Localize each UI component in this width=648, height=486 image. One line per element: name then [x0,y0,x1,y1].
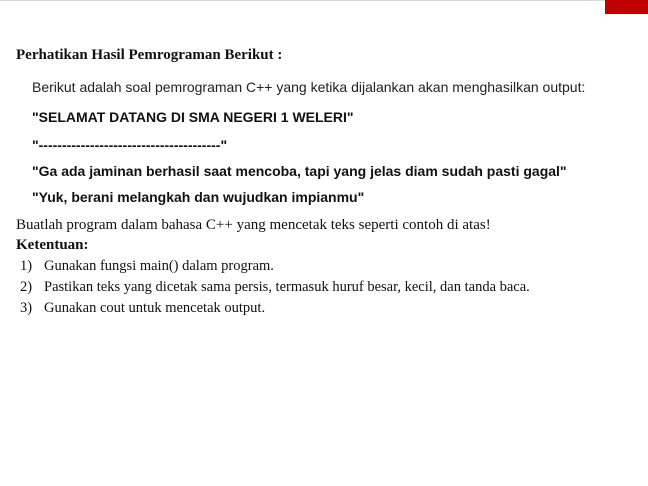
document-body [16,45,636,319]
corner-accent-block [605,0,648,14]
list-item-text: Gunakan cout untuk mencetak output. [44,300,266,316]
list-item [20,277,636,298]
list-item-text: Pastikan teks yang dicetak sama persis, termasuk huruf besar, kecil, dan tanda baca. [44,279,530,295]
intro-text: Berikut adalah soal pemrograman C++ yang ketika dijalankan akan menghasilkan output: [32,79,586,95]
top-border-line [0,0,648,1]
list-item-number: 3) [20,300,33,316]
list-item-number: 2) [20,279,33,295]
output-line-3: "Ga ada jaminan berhasil saat mencoba, tapi yang jelas diam sudah pasti gagal" [32,163,567,179]
rules-title: Ketentuan: [16,237,89,253]
output-line-2: "---------------------------------------" [32,137,228,153]
rules-list [16,256,636,319]
output-line-1: "SELAMAT DATANG DI SMA NEGERI 1 WELERI" [32,109,354,125]
task-instruction: Buatlah program dalam bahasa C++ yang mencetak teks seperti contoh di atas! [16,217,491,233]
list-item-number: 1) [20,258,33,274]
output-line-4: "Yuk, berani melangkah dan wujudkan impianmu" [32,189,365,205]
list-item [20,256,636,277]
list-item [20,298,636,319]
list-item-text: Gunakan fungsi main() dalam program. [44,258,274,274]
page-title: Perhatikan Hasil Pemrograman Berikut : [16,47,283,63]
